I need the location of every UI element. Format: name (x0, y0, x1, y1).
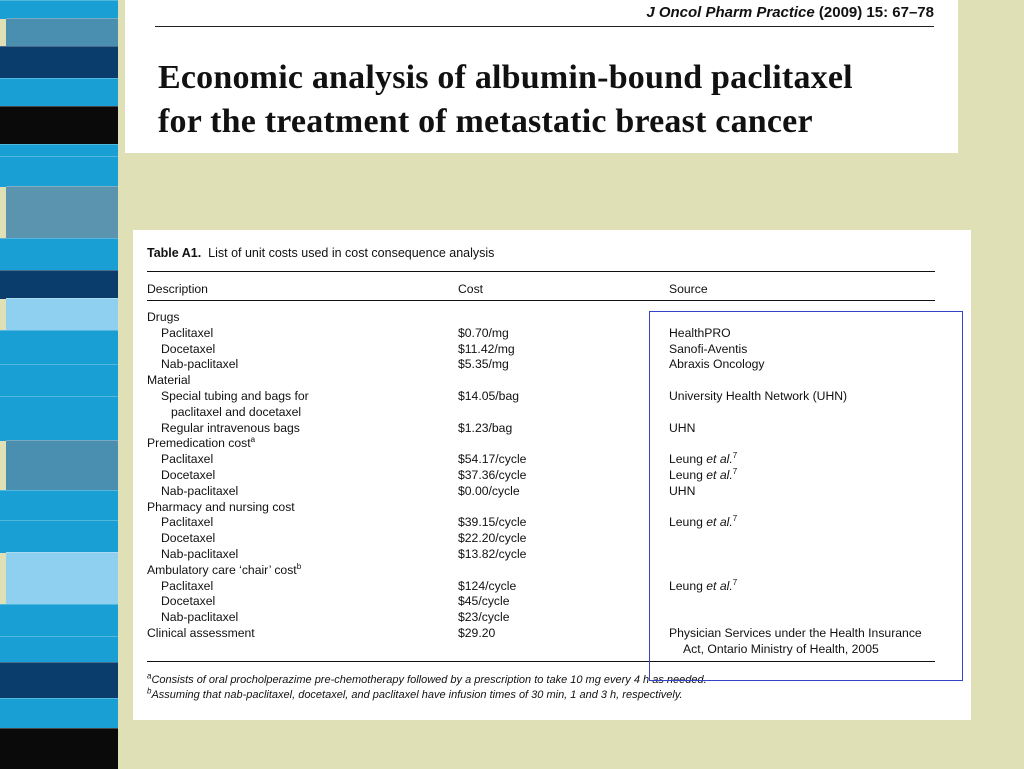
table-row-description: Drugs (147, 310, 180, 324)
table-row-source: Leung et al.$^7$ (669, 466, 738, 482)
stripe (0, 106, 118, 145)
stripe (6, 552, 118, 605)
table-row-description: Pharmacy and nursing cost (147, 499, 295, 514)
table-top-rule (147, 271, 935, 272)
stripe (6, 186, 118, 239)
table-label: Table A1. (147, 246, 202, 260)
table-row-source: Leung et al.$^7$ (669, 577, 738, 593)
table-row-source: Physician Services under the Health Insurance (669, 626, 922, 640)
stripe (0, 662, 118, 699)
table-row-source: University Health Network (UHN) (669, 389, 848, 403)
table-row-cost: $37.36/cycle (458, 468, 527, 482)
table-row-cost: $0.70/mg (458, 325, 509, 340)
table-row-source: Abraxis Oncology (669, 357, 765, 372)
stripe (6, 298, 118, 331)
table-row-description: Docetaxel (161, 468, 216, 482)
table-row-description: paclitaxel and docetaxel (171, 404, 302, 419)
stripe (0, 636, 118, 663)
table-row-cost: $5.35/mg (458, 357, 509, 372)
table-row-description: Paclitaxel (161, 452, 214, 467)
table-row-cost: $13.82/cycle (458, 547, 527, 561)
footnote-a: $^a$Consists of oral procholperazime pre-chemotherapy followed by a prescription to take 10 mg every 4 h as needed. (147, 671, 707, 686)
table-row-cost: $39.15/cycle (458, 515, 527, 530)
stripe (0, 46, 118, 79)
table-row-cost: $23/cycle (458, 610, 510, 625)
stripe (0, 490, 118, 521)
table-row-description: Premedication cost$^a$ (147, 435, 256, 451)
decorative-stripes (0, 0, 118, 768)
table-row-description: Material (147, 373, 191, 388)
footnote-b: $^b$Assuming that nab-paclitaxel, docetaxel, and paclitaxel have infusion times of 30 min, 1 and 3 h, respectively. (147, 686, 683, 701)
stripe (0, 0, 118, 19)
table-row-description: Nab-paclitaxel (161, 357, 239, 372)
stripe (0, 604, 118, 637)
stripe (0, 78, 118, 107)
journal-details: (2009) 15: 67–78 (818, 4, 934, 21)
journal-citation (646, 4, 934, 21)
header-rule (155, 26, 934, 27)
header-panel (125, 0, 958, 153)
journal-name: J Oncol Pharm Practice (646, 4, 815, 21)
table-row-description: Paclitaxel (161, 515, 214, 530)
table-row-description: Regular intravenous bags (161, 420, 300, 435)
header-source: Source (669, 282, 708, 296)
stripe (0, 698, 118, 729)
stripe (0, 364, 118, 397)
table-row-description: Clinical assessment (147, 626, 255, 640)
table-row-cost: $22.20/cycle (458, 531, 527, 546)
table-caption-text: List of unit costs used in cost consequence analysis (208, 246, 495, 260)
stripe (0, 330, 118, 365)
stripe (0, 396, 118, 441)
stripe (0, 520, 118, 553)
table-row-cost: $29.20 (458, 626, 496, 640)
table-row-description: Nab-paclitaxel (161, 610, 239, 625)
header-description: Description (147, 282, 208, 296)
table-row-description: Docetaxel (161, 531, 216, 546)
table-row-cost: $14.05/bag (458, 389, 519, 403)
table-row-description: Nab-paclitaxel (161, 483, 239, 498)
stripe (0, 238, 118, 271)
table-row-cost: $54.17/cycle (458, 452, 527, 467)
table-header-rule (147, 300, 935, 301)
highlight-box (649, 311, 963, 681)
table-row-description: Nab-paclitaxel (161, 547, 239, 561)
table-row-cost: $45/cycle (458, 594, 510, 609)
table-row-description: Ambulatory care ‘chair’ cost$^b$ (147, 561, 302, 577)
table-row-description: Docetaxel (161, 594, 216, 609)
table-row-source: HealthPRO (669, 325, 731, 340)
table-row-source: Leung et al.$^7$ (669, 514, 738, 530)
page-title (158, 56, 853, 144)
table-row-description: Paclitaxel (161, 325, 214, 340)
table-row-source: UHN (669, 420, 696, 435)
table-caption (147, 246, 494, 260)
table-row-source: UHN (669, 483, 696, 498)
stripe (6, 440, 118, 491)
table-row-description: Docetaxel (161, 341, 216, 356)
stripe (6, 18, 118, 47)
table-row-cost: $0.00/cycle (458, 483, 520, 498)
stripe (0, 728, 118, 769)
table-row-source: Sanofi-Aventis (669, 341, 748, 356)
title-line-2: for the treatment of metastatic breast cancer (158, 103, 813, 140)
header-cost: Cost (458, 282, 484, 296)
stripe (0, 156, 118, 187)
table-row-cost: $124/cycle (458, 578, 517, 593)
table-row-cost: $1.23/bag (458, 420, 513, 435)
table-row-cost: $11.42/mg (458, 341, 515, 356)
table-row-description: Special tubing and bags for (161, 389, 309, 403)
table-row-source-cont: Act, Ontario Ministry of Health, 2005 (683, 642, 879, 656)
table-row-description: Paclitaxel (161, 578, 214, 593)
stripe (0, 270, 118, 299)
table-row-source: Leung et al.$^7$ (669, 451, 738, 467)
title-line-1: Economic analysis of albumin-bound paclitaxel (158, 59, 853, 96)
